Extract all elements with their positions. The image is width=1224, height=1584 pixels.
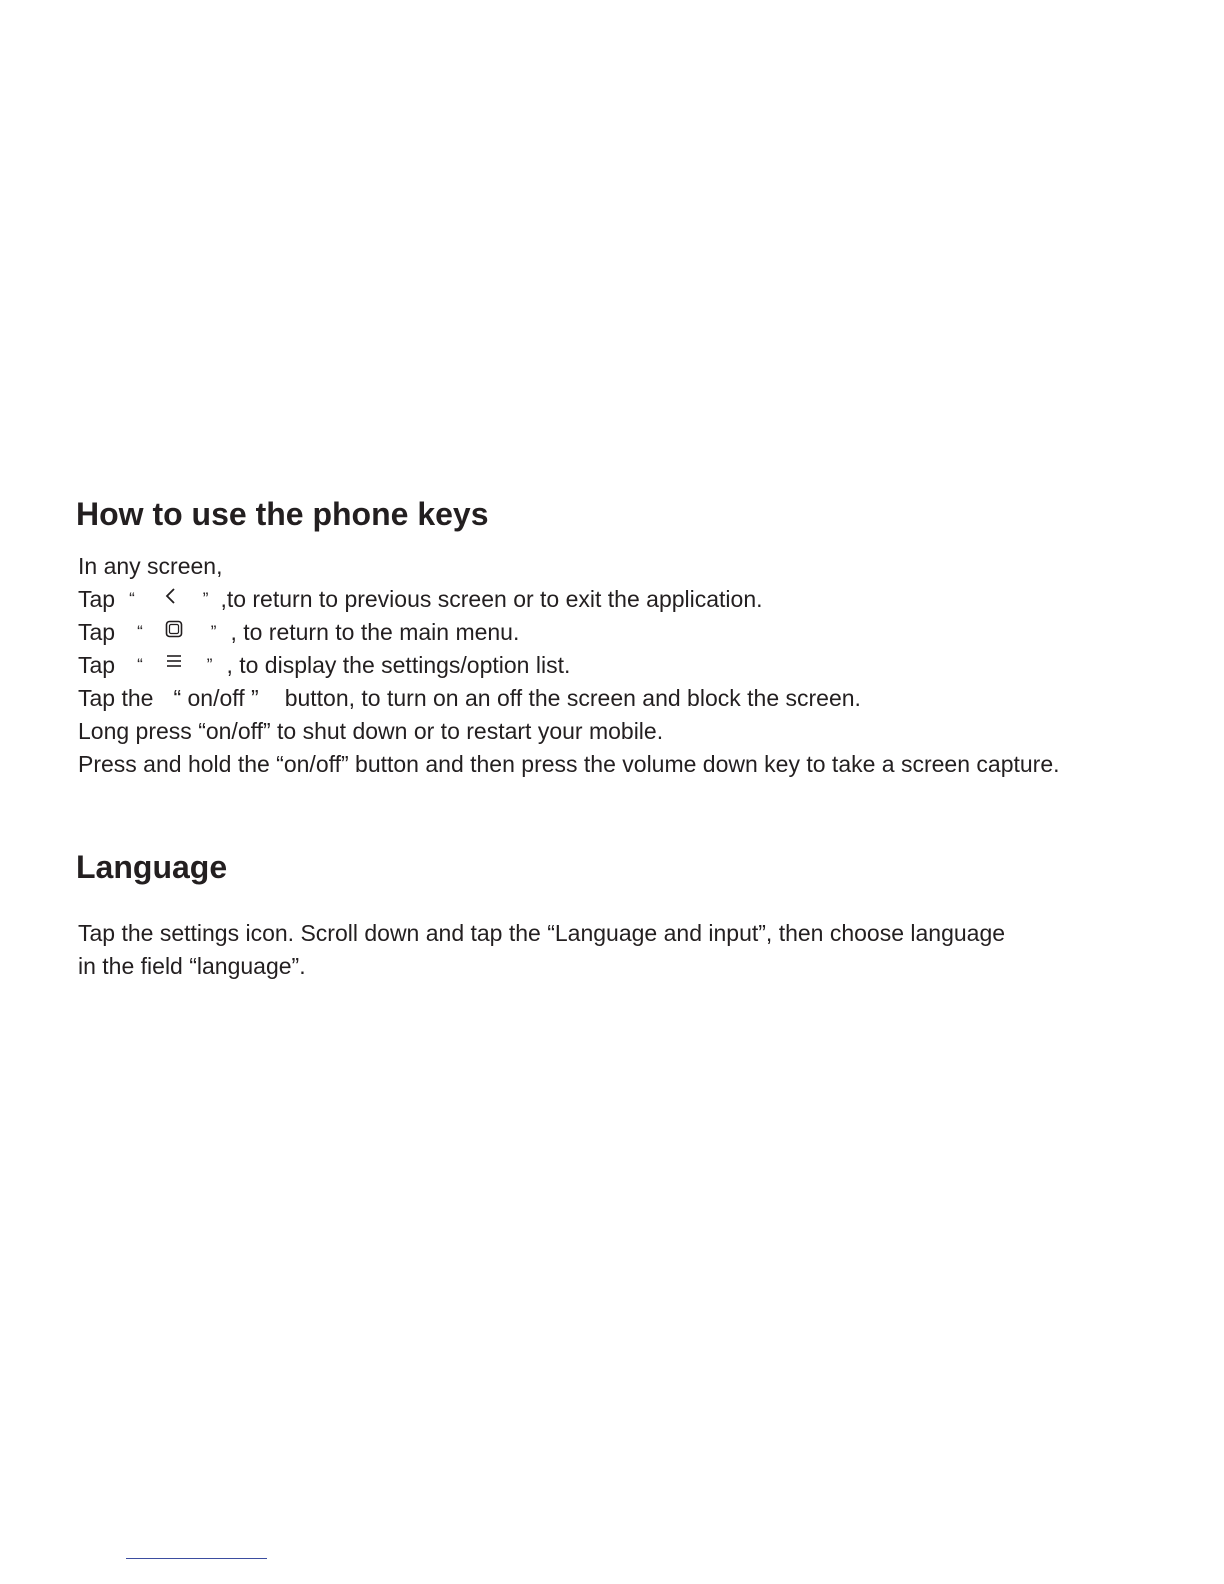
long-press-line: Long press “on/off” to shut down or to restart your mobile. <box>78 718 664 744</box>
home-square-icon <box>165 620 183 640</box>
tap-word: Tap <box>78 619 116 645</box>
language-heading: Language <box>76 849 228 885</box>
menu-key-description: , to display the settings/option list. <box>226 652 571 678</box>
close-quote: ” <box>206 655 213 674</box>
menu-key-line <box>78 651 570 679</box>
on-off-key-label: “ on/off ” <box>173 685 259 711</box>
open-quote: “ <box>137 655 143 674</box>
home-key-description: , to return to the main menu. <box>230 619 520 645</box>
back-chevron-icon <box>163 587 179 607</box>
menu-lines-icon <box>165 653 183 673</box>
open-quote: “ <box>137 622 143 641</box>
footer-rule <box>126 1558 267 1559</box>
open-quote: “ <box>129 589 135 608</box>
screen-capture-line: Press and hold the “on/off” button and then press the volume down key to take a screen capture. <box>78 751 1060 777</box>
back-key-line <box>78 585 763 613</box>
tap-word: Tap <box>78 586 116 612</box>
close-quote: ” <box>210 622 217 641</box>
back-key-description: ,to return to previous screen or to exit the application. <box>220 586 763 612</box>
intro-line: In any screen, <box>78 553 223 579</box>
close-quote: ” <box>202 589 209 608</box>
tap-the-prefix: Tap the <box>78 685 154 711</box>
tap-word: Tap <box>78 652 116 678</box>
home-key-line <box>78 618 519 646</box>
phone-keys-heading: How to use the phone keys <box>76 496 489 532</box>
power-key-description: button, to turn on an off the screen and block the screen. <box>284 685 861 711</box>
language-line-1: Tap the settings icon. Scroll down and tap the “Language and input”, then choose language <box>78 920 1006 946</box>
power-key-line <box>78 684 861 712</box>
language-line-2: in the field “language”. <box>78 953 306 979</box>
